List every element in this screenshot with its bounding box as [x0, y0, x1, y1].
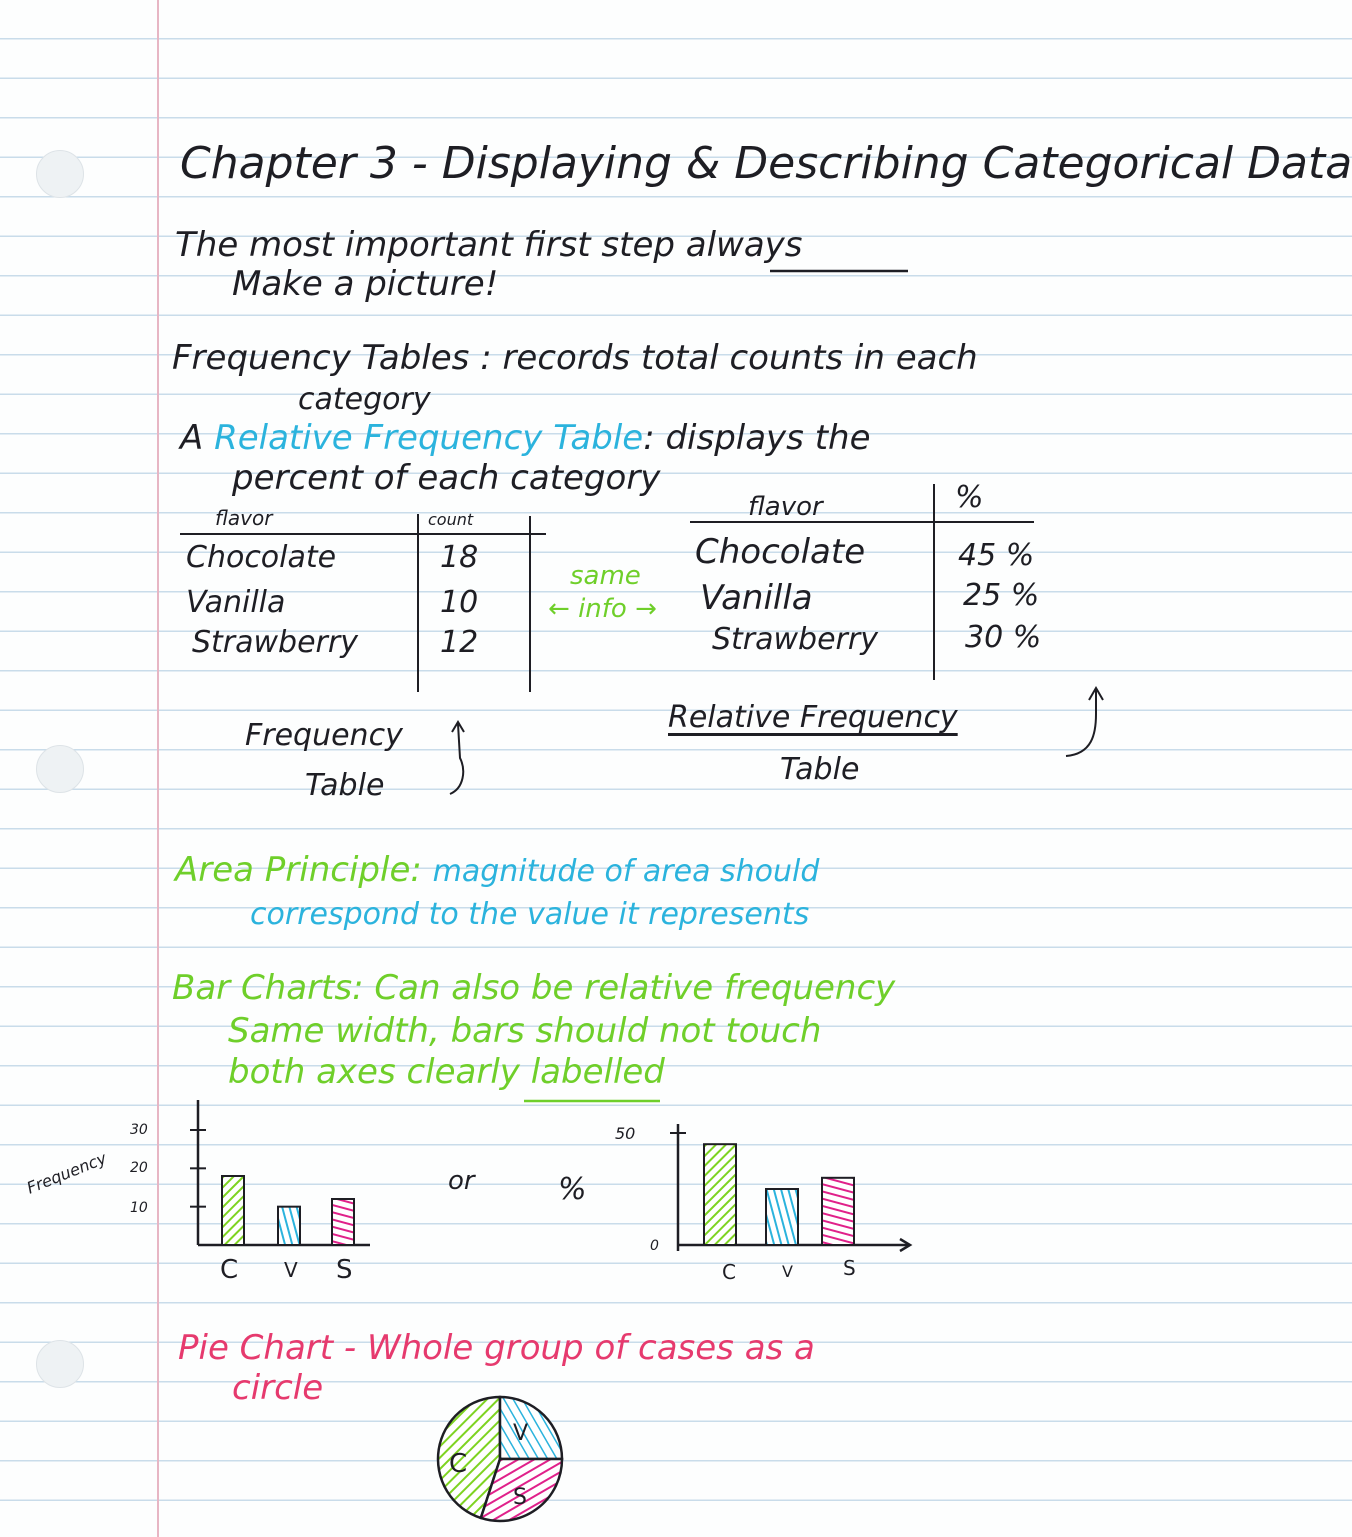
chart1-ytick: 30 — [130, 1122, 148, 1138]
area-principle-definition-2: correspond to the value it represents — [250, 897, 810, 932]
rel-row-percent: 30 % — [965, 620, 1042, 655]
area-principle-term: Area Principle: — [175, 850, 422, 890]
rel-row-percent: 25 % — [963, 578, 1040, 613]
same-info-label: same — [570, 561, 641, 591]
frequency-tables-term: Frequency Tables — [172, 338, 470, 378]
freq-row-flavor: Chocolate — [186, 540, 337, 575]
freq-row-count: 18 — [440, 540, 479, 575]
binder-hole — [36, 1340, 84, 1388]
right-arrow-icon: → — [635, 594, 657, 624]
chart2-ytick: 0 — [650, 1238, 659, 1254]
chart1-xlabel: C — [220, 1255, 239, 1285]
freq-row-count: 12 — [440, 625, 479, 660]
rel-row-flavor: Vanilla — [700, 578, 813, 618]
pie-chart-definition: - Whole group of cases as a — [343, 1328, 815, 1368]
chart2-xlabel: S — [843, 1256, 856, 1280]
frequency-bar-chart — [180, 1100, 380, 1250]
freq-table-caption-2: Table — [305, 768, 385, 803]
relative-frequency-definition: : displays the — [643, 418, 871, 458]
chart1-bar — [278, 1207, 300, 1245]
binder-hole — [36, 745, 84, 793]
chart1-bar — [332, 1199, 354, 1245]
chart2-bar — [766, 1189, 798, 1245]
rel-table-caption-text: Relative Frequency — [668, 700, 958, 735]
relative-frequency-prefix: A — [180, 418, 204, 458]
rel-row-flavor: Strawberry — [712, 622, 878, 657]
bar-charts-term: Bar Charts: — [172, 968, 364, 1008]
chart1-ytick: 20 — [130, 1160, 148, 1176]
freq-table-header-flavor: flavor — [215, 506, 273, 530]
chart1-xlabel: V — [284, 1258, 298, 1282]
rel-table-header-flavor: flavor — [748, 492, 823, 522]
pie-chart-term: Pie Chart — [178, 1328, 334, 1368]
frequency-tables-line — [172, 338, 978, 378]
chart2-bar — [822, 1178, 854, 1245]
pie-chart-definition-2: circle — [232, 1368, 324, 1408]
rel-row-percent: 45 % — [958, 538, 1035, 573]
bar-charts-definition: Can also be relative frequency — [374, 968, 896, 1008]
area-principle-definition: magnitude of area should — [432, 854, 820, 889]
chart1-xlabel: S — [336, 1255, 353, 1285]
same-info-label-2 — [548, 594, 657, 624]
relative-frequency-term: Relative Frequency Table — [214, 418, 644, 458]
chart1-ylabel: Frequency — [24, 1148, 110, 1198]
curved-arrow-icon — [1062, 684, 1112, 764]
curved-arrow-icon — [430, 718, 470, 798]
chart1-bar — [222, 1176, 244, 1245]
relative-frequency-line — [180, 418, 871, 458]
always-underline — [770, 268, 910, 274]
chart2-ylabel: % — [558, 1172, 587, 1207]
pie-label: S — [513, 1485, 527, 1510]
bar-charts-line — [172, 968, 895, 1008]
pie-chart — [425, 1392, 575, 1527]
same-info-text: info — [578, 594, 627, 624]
pie-label: V — [513, 1421, 529, 1446]
bar-charts-line-2: Same width, bars should not touch — [228, 1011, 822, 1051]
pie-label: C — [449, 1449, 468, 1479]
freq-table-caption: Frequency — [245, 718, 403, 753]
chart2-xlabel: V — [782, 1262, 793, 1281]
chart2-xlabel: C — [722, 1260, 736, 1284]
pie-chart-line — [178, 1328, 815, 1368]
bar-charts-line-3: both axes clearly labelled — [228, 1052, 665, 1092]
page-title: Chapter 3 - Displaying & Describing Categorical Data — [180, 138, 1352, 189]
frequency-tables-definition: : records total counts in each — [480, 338, 978, 378]
freq-row-flavor: Strawberry — [192, 625, 358, 660]
intro-line-2: Make a picture! — [232, 264, 499, 304]
rel-row-flavor: Chocolate — [695, 532, 866, 572]
chart2-ytick: 50 — [615, 1124, 636, 1143]
intro-text: The most important first step always — [175, 225, 803, 265]
relative-frequency-definition-2: percent of each category — [232, 458, 661, 498]
left-arrow-icon: ← — [548, 594, 570, 624]
area-principle-line — [175, 850, 819, 890]
rel-table-caption — [668, 700, 958, 735]
or-label: or — [448, 1166, 475, 1196]
percent-bar-chart — [660, 1120, 920, 1260]
freq-row-count: 10 — [440, 585, 479, 620]
chart2-bar — [704, 1144, 736, 1245]
intro-line-1 — [175, 225, 803, 265]
rel-table-caption-2: Table — [780, 752, 860, 787]
freq-table-header-count: count — [428, 510, 474, 529]
clearly-underline — [524, 1098, 664, 1104]
pie-slice — [500, 1397, 562, 1459]
frequency-tables-definition-2: category — [298, 382, 431, 417]
binder-hole — [36, 150, 84, 198]
rel-table-header-percent: % — [955, 480, 984, 515]
freq-row-flavor: Vanilla — [186, 585, 286, 620]
chart1-ytick: 10 — [130, 1200, 148, 1216]
